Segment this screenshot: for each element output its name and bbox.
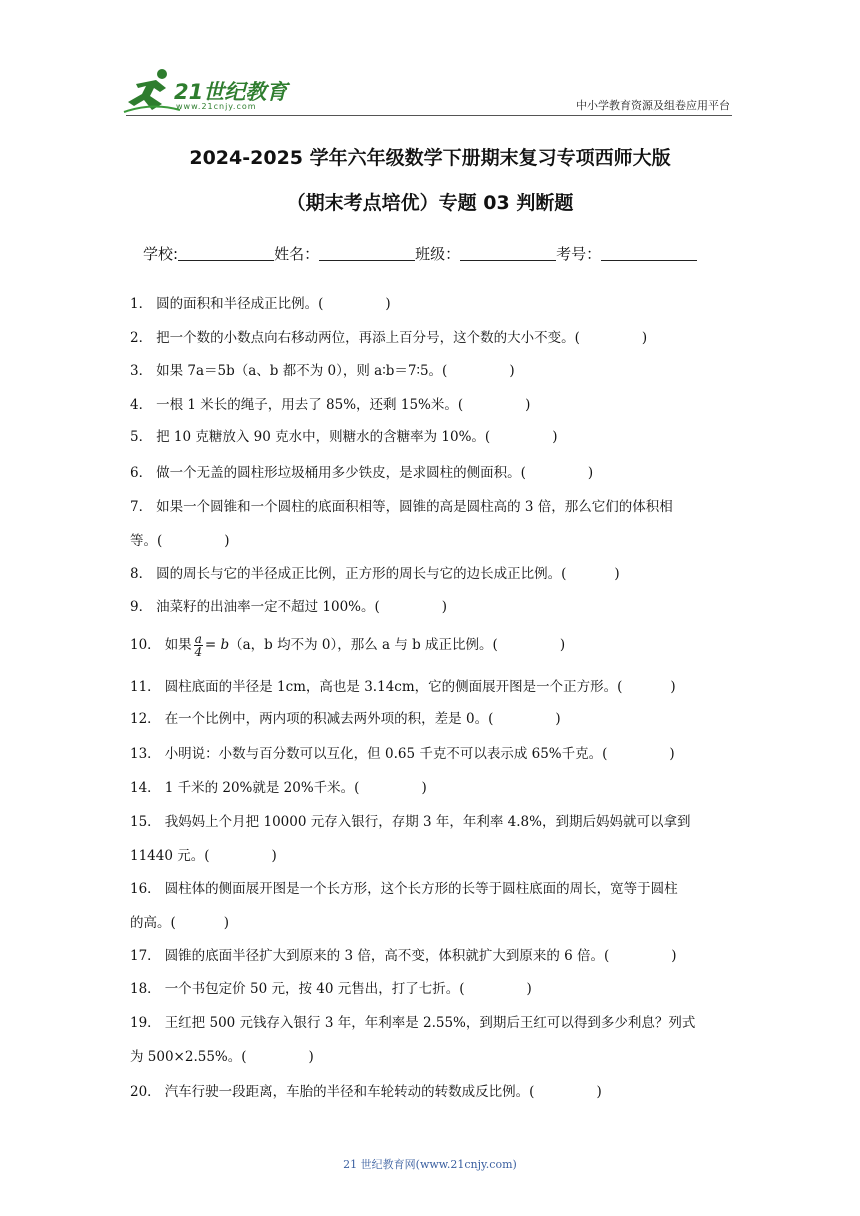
question-18 <box>130 977 532 997</box>
school-label: 学校: <box>143 245 179 263</box>
close-paren: ) <box>614 566 620 582</box>
question-number: 6． <box>130 465 153 481</box>
platform-label: 中小学教育资源及组卷应用平台 <box>576 99 730 112</box>
name-blank[interactable] <box>319 246 415 261</box>
question-19 <box>130 1011 695 1031</box>
close-paren: ) <box>441 599 448 615</box>
question-number: 17． <box>130 948 161 964</box>
question-number: 13． <box>130 746 161 762</box>
header-divider <box>126 115 732 116</box>
question-number: 11． <box>130 679 161 695</box>
question-14 <box>130 776 427 796</box>
close-paren: ) <box>641 330 648 346</box>
question-number: 20． <box>130 1084 161 1100</box>
question-text: 汽车行驶一段距离，车胎的半径和车轮转动的转数成反比例。( <box>164 1084 535 1100</box>
question-text: （a，b 均不为 0），那么 a 与 b 成正比例。( <box>229 637 498 653</box>
logo <box>122 66 292 116</box>
question-text: 油菜籽的出油率一定不超过 100%。( <box>156 599 380 615</box>
close-paren: ) <box>224 533 230 549</box>
close-paren: ) <box>669 746 675 762</box>
question-19-continued <box>130 1045 314 1065</box>
logo-url: www.21cnjy.com <box>176 102 257 111</box>
question-text: 如果一个圆锥和一个圆柱的底面积相等，圆锥的高是圆柱高的 3 倍，那么它们的体积相 <box>156 499 673 515</box>
runner-logo-icon <box>122 66 182 116</box>
fraction-numerator: a <box>194 632 202 646</box>
question-text: 小明说：小数与百分数可以互化，但 0.65 千克不可以表示成 65%千克。( <box>164 746 608 762</box>
question-number: 10． <box>130 637 161 653</box>
question-13 <box>130 742 675 762</box>
question-7 <box>130 495 673 515</box>
question-5 <box>130 425 557 445</box>
logo-text: 21世纪教育 <box>174 80 288 104</box>
question-1 <box>130 292 391 312</box>
close-paren: ) <box>526 981 532 997</box>
question-text: 我妈妈上个月把 10000 元存入银行，存期 3 年，年利率 4.8%，到期后妈妈就可以拿到 <box>164 814 691 830</box>
question-16-continued <box>130 911 229 931</box>
question-number: 18． <box>130 981 161 997</box>
question-number: 8． <box>130 566 153 582</box>
name-label: 姓名： <box>274 245 320 263</box>
question-number: 7． <box>130 499 153 515</box>
fraction-denominator: 4 <box>194 645 203 659</box>
question-15-continued <box>130 844 277 864</box>
question-text: 圆柱体的侧面展开图是一个长方形，这个长方形的长等于圆柱底面的周长，宽等于圆柱 <box>164 881 678 897</box>
question-text-continued: 为 500×2.55%。( <box>130 1049 247 1065</box>
question-15 <box>130 810 690 830</box>
question-number: 16． <box>130 881 161 897</box>
question-text: 把一个数的小数点向右移动两位，再添上百分号，这个数的大小不变。( <box>156 330 580 346</box>
question-text: 如果 7a＝5b（a、b 都不为 0），则 a∶b＝7∶5。( <box>156 363 448 379</box>
close-paren: ) <box>596 1084 602 1100</box>
question-text: 王红把 500 元钱存入银行 3 年，年利率是 2.55%，到期后王红可以得到多少利息？列式 <box>164 1015 696 1031</box>
close-paren: ) <box>671 948 677 964</box>
question-text: 1 千米的 20%就是 20%千米。( <box>164 780 360 796</box>
question-text: 在一个比例中，两内项的积减去两外项的积，差是 0。( <box>164 711 494 727</box>
page-subtitle: （期末考点培优）专题 03 判断题 <box>286 192 574 214</box>
question-12 <box>130 707 561 727</box>
student-info-row <box>143 243 697 264</box>
page-title: 2024-2025 学年六年级数学下册期末复习专项西师大版 <box>189 147 671 169</box>
school-blank[interactable] <box>178 246 274 261</box>
page-header <box>0 0 860 120</box>
page-footer: 21 世纪教育网(www.21cnjy.com) <box>343 1158 517 1171</box>
question-number: 19． <box>130 1015 161 1031</box>
number-label: 考号： <box>556 245 602 263</box>
question-number: 5． <box>130 429 153 445</box>
question-text: 圆柱底面的半径是 1cm，高也是 3.14cm，它的侧面展开图是一个正方形。( <box>164 679 623 695</box>
question-20 <box>130 1080 602 1100</box>
question-text-continued: 的高。( <box>130 915 176 931</box>
question-number: 12． <box>130 711 161 727</box>
close-paren: ) <box>509 363 515 379</box>
equation-rest: = b <box>204 637 230 653</box>
close-paren: ) <box>555 711 561 727</box>
question-10 <box>130 633 565 658</box>
question-number: 4． <box>130 397 153 413</box>
question-text: 把 10 克糖放入 90 克水中，则糖水的含糖率为 10%。( <box>156 429 491 445</box>
question-text: 做一个无盖的圆柱形垃圾桶用多少铁皮，是求圆柱的侧面积。( <box>156 465 526 481</box>
question-2 <box>130 326 647 346</box>
question-4 <box>130 393 530 413</box>
close-paren: ) <box>587 465 594 481</box>
close-paren: ) <box>308 1049 314 1065</box>
question-text: 一根 1 米长的绳子，用去了 85%，还剩 15%米。( <box>156 397 464 413</box>
class-blank[interactable] <box>460 246 556 261</box>
question-text: 圆锥的底面半径扩大到原来的 3 倍，高不变，体积就扩大到原来的 6 倍。( <box>164 948 610 964</box>
close-paren: ) <box>223 915 230 931</box>
close-paren: ) <box>271 848 277 864</box>
question-9 <box>130 595 447 615</box>
question-number: 3． <box>130 363 153 379</box>
question-number: 2． <box>130 330 153 346</box>
question-text-continued: 等。( <box>130 533 163 549</box>
class-label: 班级： <box>415 245 461 263</box>
question-text: 圆的面积和半径成正比例。( <box>156 296 324 312</box>
question-text-continued: 11440 元。( <box>130 848 210 864</box>
question-16 <box>130 877 678 897</box>
question-number: 9． <box>130 599 153 615</box>
fraction <box>194 633 203 658</box>
close-paren: ) <box>421 780 427 796</box>
question-text: 一个书包定价 50 元，按 40 元售出，打了七折。( <box>164 981 465 997</box>
question-6 <box>130 461 593 481</box>
close-paren: ) <box>670 679 676 695</box>
close-paren: ) <box>552 429 558 445</box>
question-text: 圆的周长与它的半径成正比例，正方形的周长与它的边长成正比例。( <box>156 566 567 582</box>
close-paren: ) <box>525 397 531 413</box>
question-3 <box>130 359 515 379</box>
close-paren: ) <box>385 296 391 312</box>
close-paren: ) <box>559 637 566 653</box>
question-8 <box>130 562 620 582</box>
question-number: 15． <box>130 814 161 830</box>
question-number: 14． <box>130 780 161 796</box>
question-11 <box>130 675 676 695</box>
question-17 <box>130 944 677 964</box>
question-7-continued <box>130 529 230 549</box>
number-blank[interactable] <box>601 246 697 261</box>
question-number: 1． <box>130 296 153 312</box>
question-prefix: 如果 <box>164 637 192 653</box>
